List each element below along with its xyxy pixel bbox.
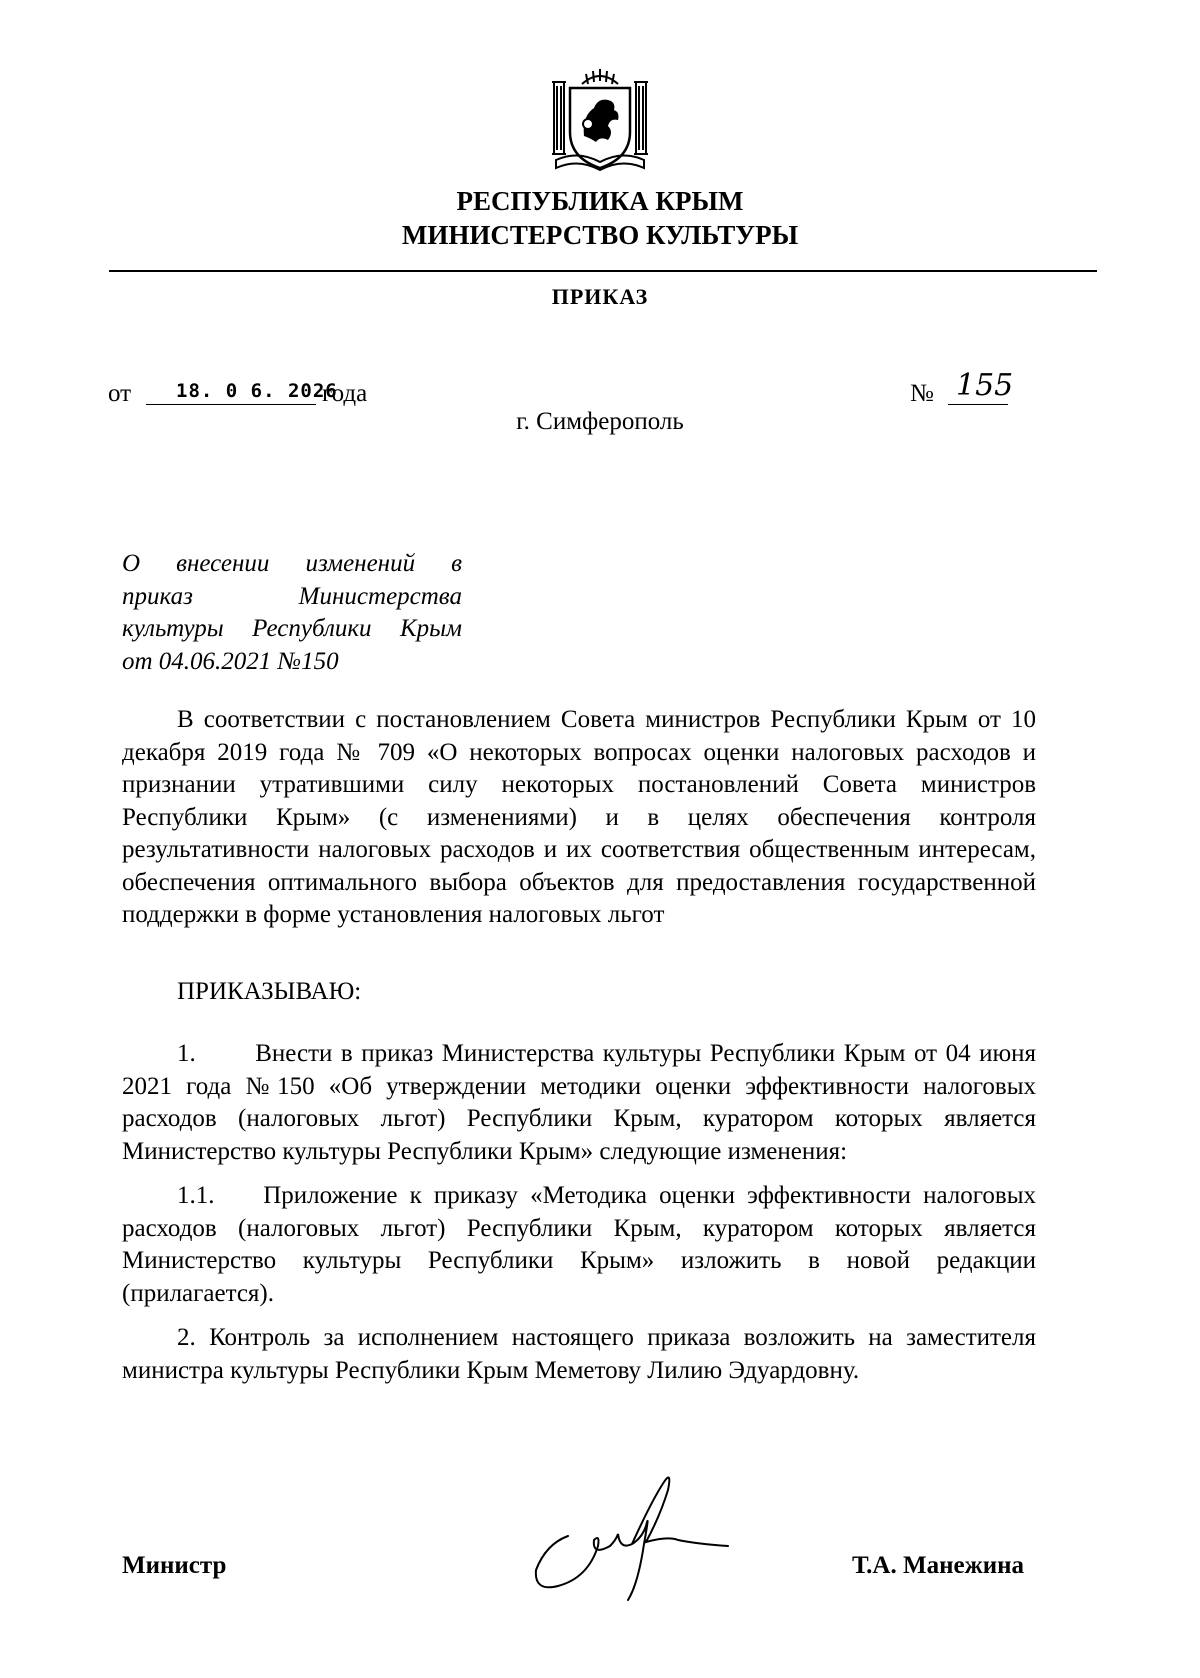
signatory-position: Министр <box>122 1552 227 1579</box>
item-2: 2. Контроль за исполнением настоящего приказа возложить на заместителя министра культуры Республики Крым Меметову Лилию Эдуардовну. <box>122 1324 1036 1384</box>
subject-line-1: О внесении изменений в <box>122 550 462 577</box>
document-type: ПРИКАЗ <box>551 284 649 309</box>
date-suffix: года <box>322 380 368 407</box>
subject-block <box>122 548 462 678</box>
coat-of-arms-icon <box>548 66 652 174</box>
date-prefix: от <box>108 380 132 407</box>
item-1-1: 1.1. Приложение к приказу «Методика оценки эффективности налоговых расходов (налоговых льгот) Республики Крым, куратором которых является Министерство культуры Республики Крым» изложить в новой редакции (прилагается). <box>122 1182 1036 1307</box>
order-word: ПРИКАЗЫВАЮ: <box>177 978 362 1005</box>
republic-title: РЕСПУБЛИКА КРЫМ <box>456 186 744 216</box>
number-prefix: № <box>910 380 934 407</box>
signatory-name: Т.А. Манежина <box>852 1552 1025 1579</box>
ministry-title: МИНИСТЕРСТВО КУЛЬТУРЫ <box>401 220 799 250</box>
number-underline <box>948 404 1008 405</box>
item-1: 1. Внести в приказ Министерства культуры Республики Крым от 04 июня 2021 года №150 «Об утверждении методики оценки эффективности налоговых расходов (налоговых льгот) Республики Крым, куратором которых является Министерство культуры Республики Крым» следующие изменения: <box>122 1040 1036 1165</box>
preamble: В соответствии с постановлением Совета министров Республики Крым от 10 декабря 2019 года № 709 «О некоторых вопросах оценки налоговых расходов и признании утратившими силу некоторых постановлений Совета министров Республики Крым» (с изменениями) и в целях обеспечения контроля результативности налоговых расходов и их соответствия общественным интересам, обеспечения оптимального выбора объектов для предоставления государственной поддержки в форме установления налоговых льгот <box>122 706 1036 928</box>
number-value: 155 <box>956 368 1014 403</box>
subject-line-3: культуры Республики Крым <box>122 615 462 642</box>
subject-line-4: от 04.06.2021 №150 <box>122 647 339 675</box>
subject-line-2: приказ Министерства <box>122 582 462 610</box>
city: г. Симферополь <box>516 408 684 435</box>
header-rule <box>109 270 1097 272</box>
date-underline <box>146 404 316 405</box>
date-value: 18. 0 6. 2026 <box>176 380 338 402</box>
signature-icon <box>528 1460 738 1610</box>
